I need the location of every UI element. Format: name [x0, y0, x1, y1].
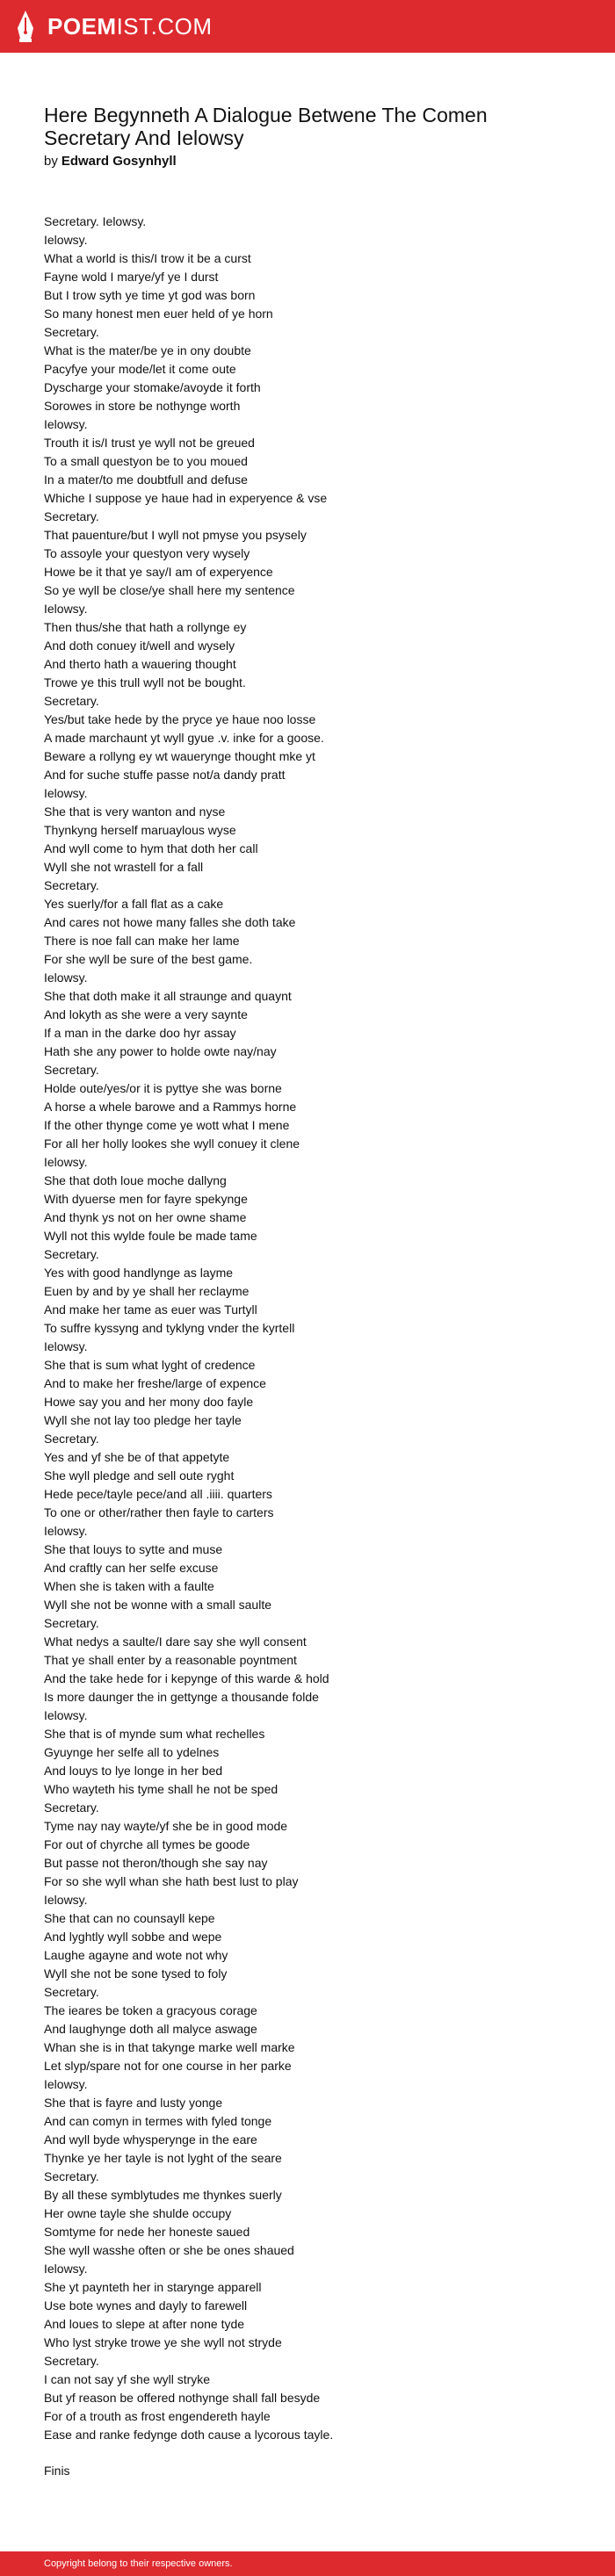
poem-line: And the take hede for i kepynge of this warde & hold [44, 1671, 329, 1685]
poem-line: To one or other/rather then fayle to carters [44, 1505, 274, 1519]
poem-line: Secretary. [44, 1247, 99, 1261]
poem-line: She that is of mynde sum what rechelles [44, 1727, 265, 1741]
poem-line: Wyll she not lay too pledge her tayle [44, 1413, 242, 1427]
poem-line: Secretary. [44, 694, 99, 708]
poem-line: Secretary. [44, 325, 99, 339]
poem-line: She that doth loue moche dallyng [44, 1173, 227, 1187]
site-logo[interactable] [16, 9, 213, 44]
poem-line: Secretary. [44, 2354, 99, 2368]
poem-line: And lyghtly wyll sobbe and wepe [44, 1930, 222, 1944]
poem-line: For of a trouth as frost engendereth hayle [44, 2409, 271, 2423]
poem-line: Is more daunger the in gettynge a thousande folde [44, 1690, 319, 1704]
poem-line: What is the mater/be ye in ony doubte [44, 343, 251, 357]
poem-line: Use bote wynes and dayly to farewell [44, 2298, 248, 2313]
poem-line: Secretary. [44, 2169, 99, 2183]
poem-line: When she is taken with a faulte [44, 1579, 214, 1593]
poem-line: If a man in the darke doo hyr assay [44, 1026, 236, 1040]
poem-line: Holde oute/yes/or it is pyttye she was borne [44, 1081, 282, 1095]
poem-line: And thynk ys not on her owne shame [44, 1210, 247, 1224]
poem-line: Secretary. [44, 1800, 99, 1815]
poem-line: She that doth make it all straunge and quaynt [44, 989, 292, 1003]
poem-line: I can not say yf she wyll stryke [44, 2372, 211, 2386]
poem-line: What a world is this/I trow it be a curst [44, 251, 251, 265]
poem-line: Fayne wold I marye/yf ye I durst [44, 270, 219, 284]
poem-line: Whan she is in that takynge marke well marke [44, 2040, 295, 2054]
poem-line: Secretary. [44, 1985, 99, 1999]
poem-line: Secretary. [44, 878, 99, 892]
poem-line: In a mater/to me doubtfull and defuse [44, 473, 248, 487]
byline [44, 153, 571, 170]
poem-line: A horse a whele barowe and a Rammys horne [44, 1100, 297, 1114]
poem-line: But yf reason be offered nothynge shall fall besyde [44, 2391, 321, 2405]
poem-line: That pauenture/but I wyll not pmyse you psysely [44, 528, 307, 542]
poem-line: Who wayteth his tyme shall he not be sped [44, 1782, 279, 1796]
logo-text-light: IST.COM [116, 13, 213, 40]
byline-prefix: by [44, 154, 58, 169]
poem-line: And craftly can her selfe excuse [44, 1561, 219, 1575]
poem-line: And cares not howe many falles she doth take [44, 915, 296, 929]
poem-line: Secretary. Ielowsy. [44, 214, 147, 228]
poem-line: She wyll wasshe often or she be ones shaued [44, 2243, 294, 2257]
poem-line: Ielowsy. [44, 1155, 88, 1169]
poem-line: Ielowsy. [44, 233, 88, 247]
poem-line: Ielowsy. [44, 1893, 88, 1907]
poem-line: Ielowsy. [44, 1524, 88, 1538]
poem-line: And make her tame as euer was Turtyll [44, 1302, 257, 1317]
poem-end: Finis [44, 2464, 70, 2478]
poem-line: Thynke ye her tayle is not lyght of the seare [44, 2151, 282, 2165]
poem-line: For out of chyrche all tymes be goode [44, 1837, 250, 1851]
poem-line: Tyme nay nay wayte/yf she be in good mode [44, 1819, 288, 1833]
site-footer [0, 2551, 615, 2576]
poem-line: Yes and yf she be of that appetyte [44, 1450, 230, 1464]
poem-line: She yt paynteth her in starynge apparell [44, 2280, 262, 2294]
poem-line: Ielowsy. [44, 1339, 88, 1353]
poem-line: The ieares be token a gracyous corage [44, 2003, 257, 2017]
site-header [0, 0, 615, 53]
poem-line: What nedys a saulte/I dare say she wyll consent [44, 1634, 307, 1649]
poem-line: And wyll byde whysperynge in the eare [44, 2132, 257, 2147]
poem-line: Gyuynge her selfe all to ydelnes [44, 1745, 220, 1759]
poem-line: Yes/but take hede by the pryce ye haue noo losse [44, 712, 316, 726]
poem-line: Yes suerly/for a fall flat as a cake [44, 897, 224, 911]
poem-line: To suffre kyssyng and tyklyng vnder the kyrtell [44, 1321, 295, 1335]
poem-line: And therto hath a wauering thought [44, 657, 236, 671]
logo-text-bold: POEM [47, 13, 117, 40]
poem-line: Ielowsy. [44, 971, 88, 985]
poem-line: But I trow syth ye time yt god was born [44, 288, 256, 302]
poem-line: Howe be it that ye say/I am of experyence [44, 565, 273, 579]
poem-line: But passe not theron/though she say nay [44, 1856, 268, 1870]
poem-line: Who lyst stryke trowe ye she wyll not stryde [44, 2335, 282, 2349]
poem-line: Wyll she not wrastell for a fall [44, 860, 204, 874]
poem-line: Euen by and by ye shall her reclayme [44, 1284, 250, 1298]
poem-line: Pacyfye your mode/let it come oute [44, 362, 236, 376]
poem-line: Trowe ye this trull wyll not be bought. [44, 675, 246, 689]
poem-line: Thynkyng herself maruaylous wyse [44, 823, 236, 837]
poem-line: And lokyth as she were a very saynte [44, 1007, 248, 1021]
poem-line: So many honest men euer held of ye horn [44, 307, 273, 321]
poem-line: Hath she any power to holde owte nay/nay [44, 1044, 277, 1058]
poem-line: Ielowsy. [44, 2262, 88, 2276]
poem-line: Howe say you and her mony doo fayle [44, 1395, 254, 1409]
author-link[interactable]: Edward Gosynhyll [61, 154, 177, 169]
poem-line: That ye shall enter by a reasonable poyntment [44, 1653, 297, 1667]
poem-line: Her owne tayle she shulde occupy [44, 2206, 232, 2220]
poem-line: And louys to lye longe in her bed [44, 1764, 223, 1778]
logo-text [47, 9, 213, 44]
poem-body [44, 213, 589, 2444]
poem-line: Yes with good handlynge as layme [44, 1266, 234, 1280]
poem-line: With dyuerse men for fayre spekynge [44, 1192, 248, 1206]
poem-line: Ielowsy. [44, 786, 88, 800]
poem-line: Secretary. [44, 1616, 99, 1630]
poem-line: Whiche I suppose ye haue had in experyence & vse [44, 491, 328, 505]
poem-line: For all her holly lookes she wyll conuey it clene [44, 1136, 300, 1151]
poem-line: And laughynge doth all malyce aswage [44, 2022, 257, 2036]
poem-line: There is noe fall can make her lame [44, 934, 240, 948]
poem-line: By all these symblytudes me thynkes suerly [44, 2188, 282, 2202]
poem-line: Ielowsy. [44, 602, 88, 616]
poem-line: To assoyle your questyon very wysely [44, 546, 250, 560]
poem-line: And wyll come to hym that doth her call [44, 841, 258, 855]
poem-line: Wyll not this wylde foule be made tame [44, 1229, 257, 1243]
poem-line: And loues to slepe at after none tyde [44, 2317, 245, 2331]
poem-line: And for suche stuffe passe not/a dandy pratt [44, 768, 286, 782]
footer-copyright: Copyright belong to their respective owners. [44, 2558, 233, 2569]
poem-line: Secretary. [44, 1063, 99, 1077]
poem-line: Ielowsy. [44, 2077, 88, 2091]
poem-line: And can comyn in termes with fyled tonge [44, 2114, 272, 2128]
poem-line: Ielowsy. [44, 417, 88, 431]
poem-line: Ielowsy. [44, 1708, 88, 1722]
poem-header [44, 104, 571, 170]
poem-line: She wyll pledge and sell oute ryght [44, 1468, 235, 1483]
poem-line: A made marchaunt yt wyll gyue .v. inke for a goose. [44, 731, 324, 745]
poem-line: She that can no counsayll kepe [44, 1911, 215, 1925]
poem-line: She that is fayre and lusty yonge [44, 2096, 223, 2110]
poem-line: For so she wyll whan she hath best lust to play [44, 1874, 299, 1888]
poem-line: So ye wyll be close/ye shall here my sentence [44, 583, 295, 597]
poem-line: Trouth it is/I trust ye wyll not be greued [44, 436, 255, 450]
poem-line: Somtyme for nede her honeste saued [44, 2225, 250, 2239]
poem-line: Sorowes in store be nothynge worth [44, 399, 241, 413]
poem-line: To a small questyon be to you moued [44, 454, 248, 468]
poem-line: Hede pece/tayle pece/and all .iiii. quarters [44, 1487, 272, 1501]
poem-line: She that louys to sytte and muse [44, 1542, 223, 1556]
poem-line: And to make her freshe/large of expence [44, 1376, 266, 1390]
poem-line: Let slyp/spare not for one course in her parke [44, 2059, 292, 2073]
poem-line: Dyscharge your stomake/avoyde it forth [44, 380, 261, 394]
pen-nib-icon [16, 9, 35, 44]
poem-line: Secretary. [44, 1432, 99, 1446]
poem-line: Ease and ranke fedynge doth cause a lycorous tayle. [44, 2428, 334, 2442]
poem-line: Wyll she not be wonne with a small saulte [44, 1598, 271, 1612]
poem-line: Then thus/she that hath a rollynge ey [44, 620, 247, 634]
poem-line: Laughe agayne and wote not why [44, 1948, 228, 1962]
poem-line: She that is sum what lyght of credence [44, 1358, 256, 1372]
poem-line: Secretary. [44, 509, 99, 523]
poem-line: Beware a rollyng ey wt wauerynge thought mke yt [44, 749, 315, 763]
poem-line: If the other thynge come ye wott what I mene [44, 1118, 290, 1132]
poem-line: And doth conuey it/well and wysely [44, 639, 235, 653]
poem-line: She that is very wanton and nyse [44, 805, 226, 819]
poem-line: Wyll she not be sone tysed to foly [44, 1966, 228, 1981]
poem-title: Here Begynneth A Dialogue Betwene The Comen Secretary And Ielowsy [44, 104, 488, 149]
poem-line: For she wyll be sure of the best game. [44, 952, 253, 966]
